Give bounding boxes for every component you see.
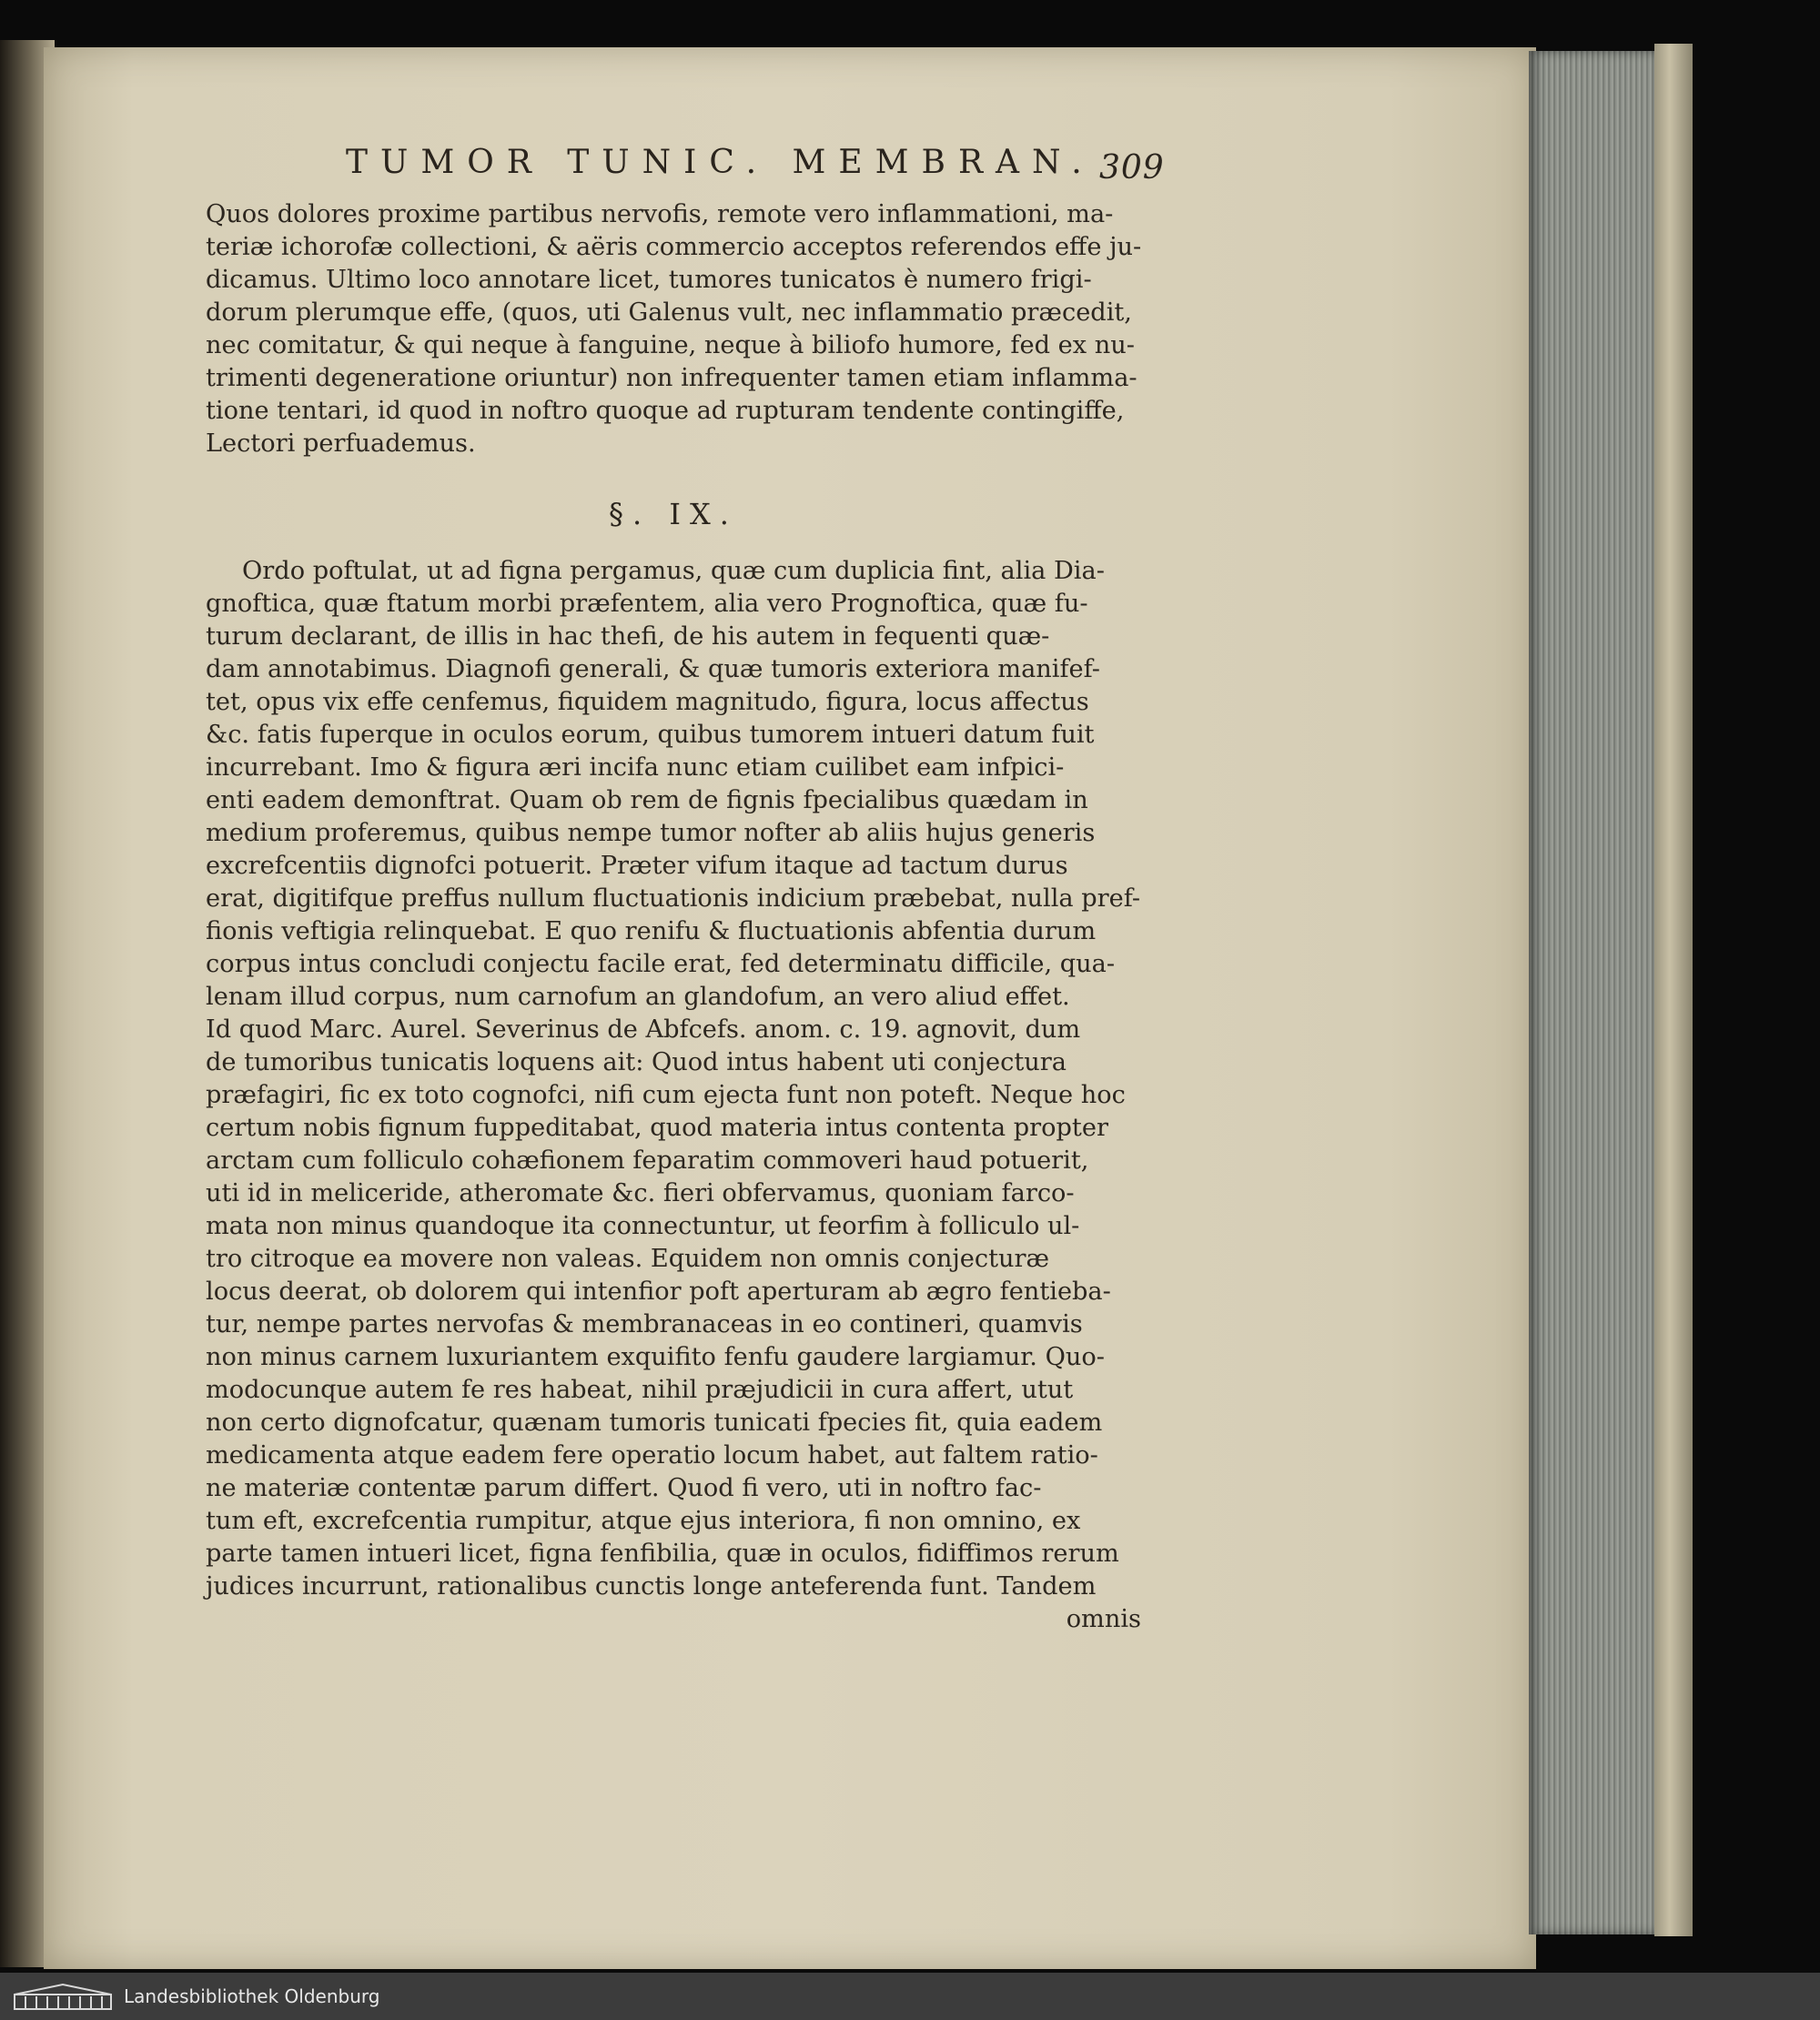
text-line: teriæ ichorofæ collectioni, & aëris commercio acceptos referendos effe ju- xyxy=(206,233,1142,261)
catchword: omnis xyxy=(1066,1605,1141,1633)
text-line: Lectori perfuademus. xyxy=(206,429,476,458)
text-line: Ordo poftulat, ut ad figna pergamus, quæ cum duplicia fint, alia Dia- xyxy=(242,557,1105,585)
section-heading: §. IX. xyxy=(609,497,738,531)
text-line: fionis veftigia relinquebat. E quo renifu & fluctuationis abfentia durum xyxy=(206,917,1097,945)
text-line: trimenti degeneratione oriuntur) non infrequenter tamen etiam inflamma- xyxy=(206,364,1138,392)
text-line: dicamus. Ultimo loco annotare licet, tumores tunicatos è numero frigi- xyxy=(206,266,1092,294)
page-number: 309 xyxy=(1099,149,1165,187)
text-line: lenam illud corpus, num carnofum an glandofum, an vero aliud effet. xyxy=(206,983,1070,1011)
text-line: mata non minus quandoque ita connectuntur, ut feorfim à folliculo ul- xyxy=(206,1212,1080,1240)
book-cover-edge xyxy=(1654,44,1693,1936)
text-line: dam annotabimus. Diagnofi generali, & quæ tumoris exteriora manifef- xyxy=(206,655,1100,683)
text-line: tur, nempe partes nervofas & membranaceas in eo contineri, quamvis xyxy=(206,1310,1083,1338)
text-line: medium proferemus, quibus nempe tumor nofter ab aliis hujus generis xyxy=(206,819,1096,847)
viewer-footer xyxy=(0,1973,1820,2020)
text-line: tro citroque ea movere non valeas. Equidem non omnis conjecturæ xyxy=(206,1245,1050,1273)
running-header xyxy=(346,144,1165,195)
paragraph-1 xyxy=(206,198,1152,460)
text-line: certum nobis fignum fuppeditabat, quod materia intus contenta propter xyxy=(206,1114,1108,1142)
paragraph-2 xyxy=(206,555,1152,1636)
text-line: tet, opus vix effe cenfemus, fiquidem magnitudo, figura, locus affectus xyxy=(206,688,1089,716)
text-line: corpus intus concludi conjectu facile erat, fed determinatu difficile, qua- xyxy=(206,950,1116,978)
running-title: TUMOR TUNIC. MEMBRAN. xyxy=(346,144,1095,181)
text-line: incurrebant. Imo & figura æri incifa nunc etiam cuilibet eam infpici- xyxy=(206,753,1065,782)
text-line: arctam cum folliculo cohæfionem feparatim commoveri haud potuerit, xyxy=(206,1146,1089,1175)
text-line: parte tamen intueri licet, figna fenfibilia, quæ in oculos, fidiffimos rerum xyxy=(206,1540,1119,1568)
text-line: gnoftica, quæ ftatum morbi præfentem, alia vero Prognoftica, quæ fu- xyxy=(206,590,1088,618)
library-building-icon xyxy=(13,1982,113,2011)
text-line: Quos dolores proxime partibus nervofis, remote vero inflammationi, ma- xyxy=(206,200,1114,228)
text-line: &c. fatis fuperque in oculos eorum, quibus tumorem intueri datum fuit xyxy=(206,721,1095,749)
text-line: turum declarant, de illis in hac thefi, de his autem in fequenti quæ- xyxy=(206,622,1050,651)
library-name: Landesbibliothek Oldenburg xyxy=(124,1985,380,2007)
text-line: tione tentari, id quod in noftro quoque ad rupturam tendente contingiffe, xyxy=(206,397,1125,425)
text-line: uti id in meliceride, atheromate &c. fieri obfervamus, quoniam farco- xyxy=(206,1179,1075,1207)
text-line: dorum plerumque effe, (quos, uti Galenus vult, nec inflammatio præcedit, xyxy=(206,298,1132,327)
text-line: non certo dignofcatur, quænam tumoris tunicati fpecies fit, quia eadem xyxy=(206,1409,1103,1437)
text-line: locus deerat, ob dolorem qui intenfior poft aperturam ab ægro fentieba- xyxy=(206,1278,1111,1306)
text-line: Id quod Marc. Aurel. Severinus de Abfcefs. anom. c. 19. agnovit, dum xyxy=(206,1015,1081,1044)
text-line: excrefcentiis dignofci potuerit. Præter vifum itaque ad tactum durus xyxy=(206,852,1068,880)
text-line: medicamenta atque eadem fere operatio locum habet, aut faltem ratio- xyxy=(206,1441,1098,1470)
text-line: nec comitatur, & qui neque à fanguine, neque à biliofo humore, fed ex nu- xyxy=(206,331,1135,359)
text-line: modocunque autem fe res habeat, nihil præjudicii in cura affert, utut xyxy=(206,1376,1074,1404)
page-block-edge xyxy=(1529,51,1656,1934)
text-line: erat, digitifque preffus nullum fluctuationis indicium præbebat, nulla pref- xyxy=(206,884,1141,913)
text-line: enti eadem demonftrat. Quam ob rem de fignis fpecialibus quædam in xyxy=(206,786,1088,814)
text-line: de tumoribus tunicatis loquens ait: Quod intus habent uti conjectura xyxy=(206,1048,1067,1076)
text-line: non minus carnem luxuriantem exquifito fenfu gaudere largiamur. Quo- xyxy=(206,1343,1105,1371)
text-line: tum eft, excrefcentia rumpitur, atque ejus interiora, fi non omnino, ex xyxy=(206,1507,1081,1535)
text-line: ne materiæ contentæ parum differt. Quod fi vero, uti in noftro fac- xyxy=(206,1474,1042,1502)
text-line: judices incurrunt, rationalibus cunctis longe anteferenda funt. Tandem xyxy=(206,1572,1097,1601)
text-line: præfagiri, fic ex toto cognofci, nifi cum ejecta funt non poteft. Neque hoc xyxy=(206,1081,1126,1109)
